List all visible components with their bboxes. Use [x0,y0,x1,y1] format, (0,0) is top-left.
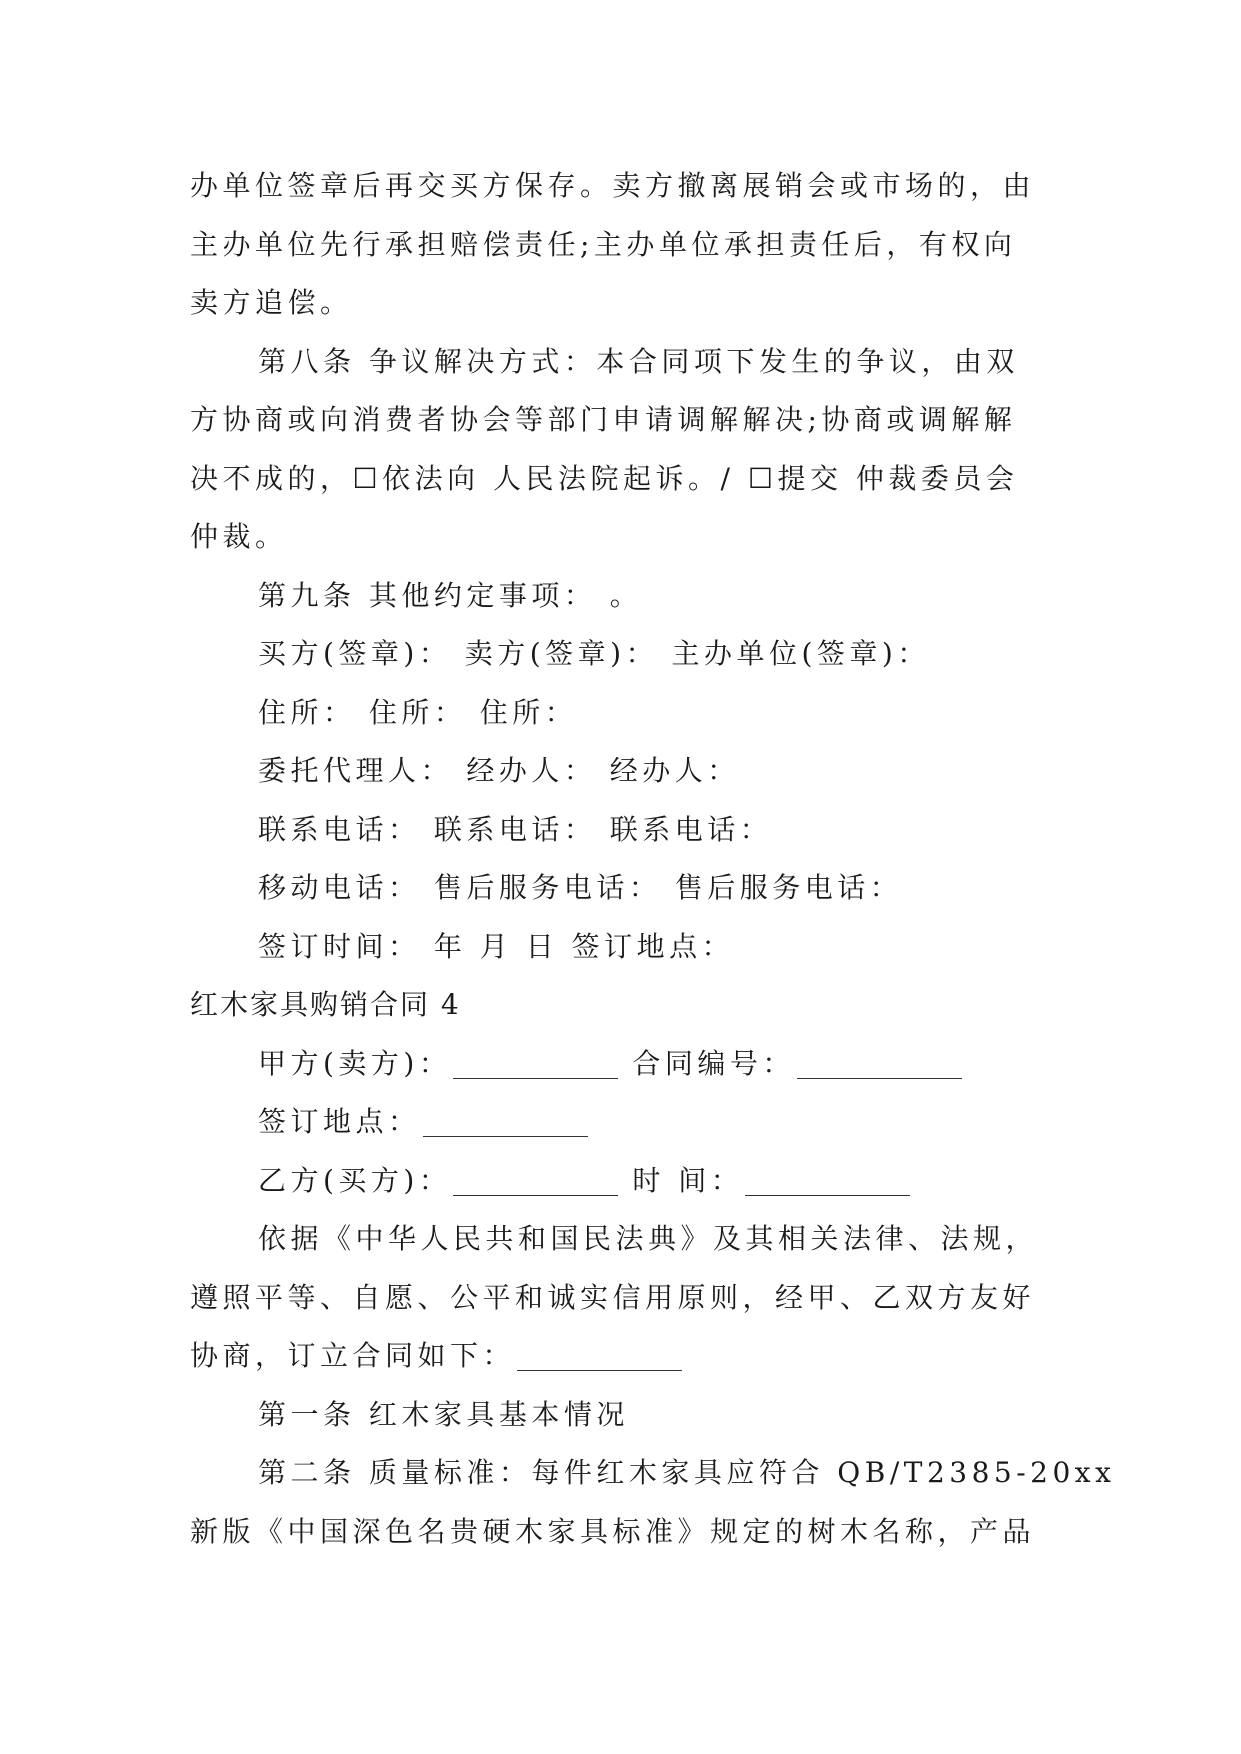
agreement-blank [517,1340,682,1371]
text-line: 主办单位先行承担赔偿责任;主办单位承担责任后，有权向 [190,227,1017,261]
contract-no-blank [797,1048,962,1079]
seller-label: 甲方(卖方)： [258,1046,452,1080]
text-line [190,1327,1060,1386]
text-line: 新版《中国深色名贵硬木家具标准》规定的树木名称，产品 [190,1514,1036,1548]
header-field-row [190,1152,1060,1211]
text-line: 遵照平等、自愿、公平和诚实信用原则，经甲、乙双方友好 [190,1280,1036,1314]
article-1-line: 第一条 红木家具基本情况 [258,1397,629,1431]
time-label: 时 间： [632,1163,744,1197]
seller-blank [453,1048,618,1079]
header-field-row [190,1093,1060,1152]
signature-line: 签订时间： 年 月 日 签订地点： [258,929,735,963]
time-blank [745,1165,910,1196]
signature-line: 委托代理人： 经办人： 经办人： [258,754,740,787]
signature-line: 移动电话： 售后服务电话： 售后服务电话： [258,871,903,904]
text-line: 决不成的，☐依法向 人民法院起诉。/ ☐提交 仲裁委员会 [190,461,1019,495]
text-line: 仲裁。 [190,520,288,553]
contract-no-label: 合同编号： [632,1046,795,1080]
signature-line: 买方(签章)： 卖方(签章)： 主办单位(签章)： [258,637,930,670]
text-line: 卖方追偿。 [190,286,353,319]
buyer-blank [453,1165,618,1196]
document-body [190,157,1116,1561]
article-2-line: 第二条 质量标准：每件红木家具应符合 QB/T2385-20xx [258,1456,1116,1489]
article-8-line: 第八条 争议解决方式：本合同项下发生的争议，由双 [258,344,1019,378]
article-9-line: 第九条 其他约定事项： 。 [258,578,643,612]
signature-line: 住所： 住所： 住所： [258,695,578,729]
buyer-label: 乙方(买方)： [258,1163,452,1197]
section-title: 红木家具购销合同 4 [190,988,461,1021]
signature-line: 联系电话： 联系电话： 联系电话： [258,812,773,846]
text-line: 方协商或向消费者协会等部门申请调解解决;协商或调解解 [190,403,1017,436]
header-field-row [190,1035,1060,1094]
place-label: 签订地点： [258,1105,421,1138]
text-line: 依据《中华人民共和国民法典》及其相关法律、法规， [258,1222,1039,1255]
agreement-intro: 协商，订立合同如下： [190,1339,516,1372]
text-line: 办单位签章后再交买方保存。卖方撤离展销会或市场的，由 [190,169,1036,202]
place-blank [423,1106,588,1137]
